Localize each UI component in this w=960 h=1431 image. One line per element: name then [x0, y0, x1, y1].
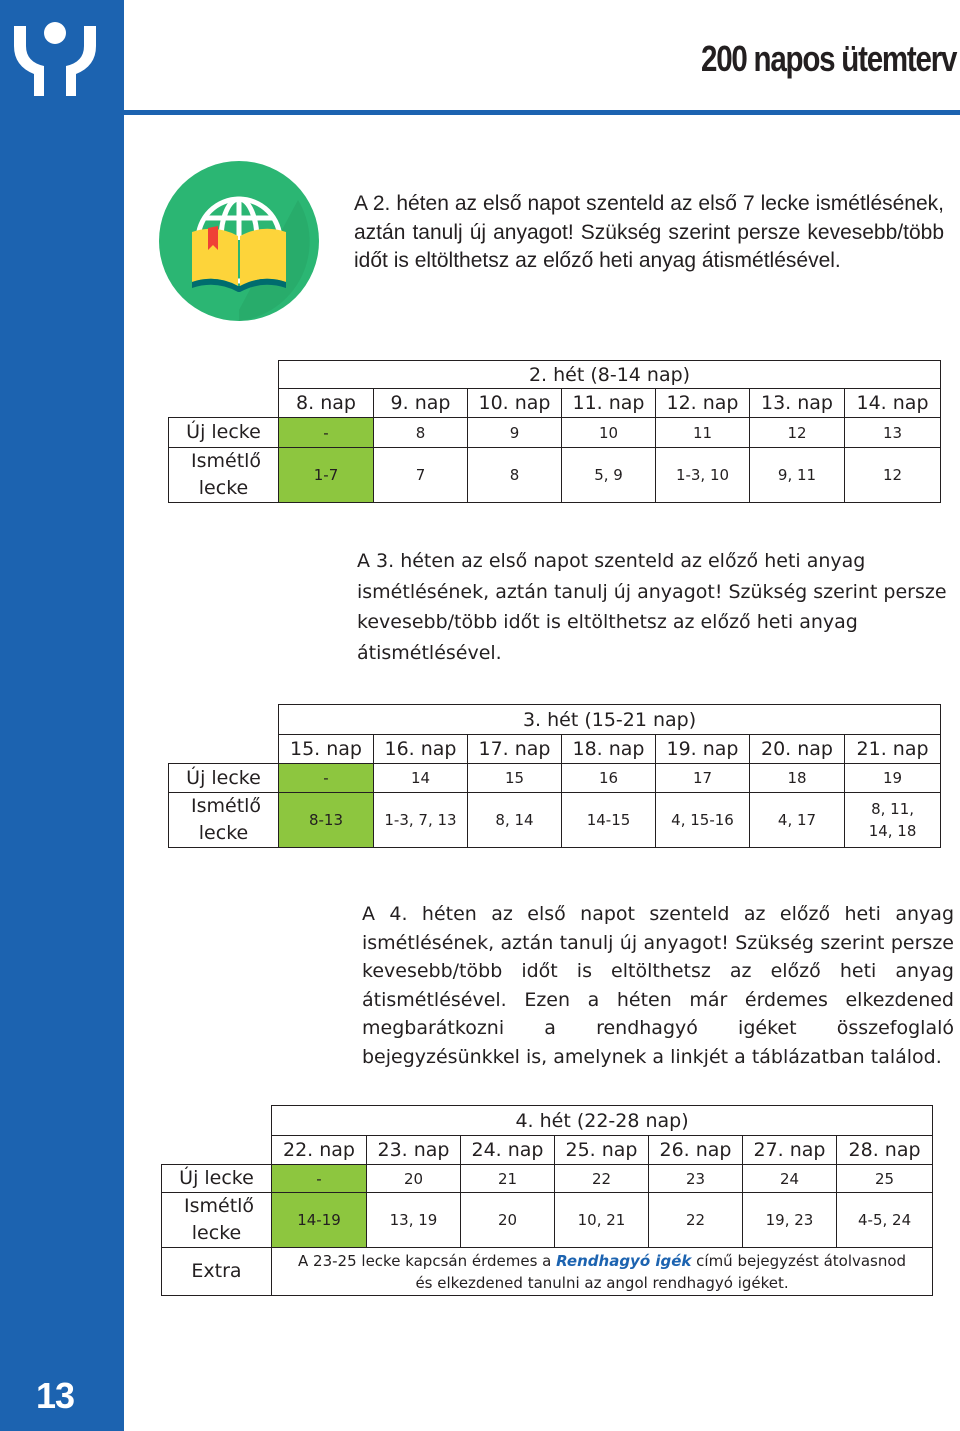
row-label-review: Ismétlő lecke	[169, 448, 279, 503]
review-lesson-cell: 22	[649, 1193, 743, 1248]
header	[124, 0, 960, 112]
week4-intro: A 4. héten az első napot szenteld az előző heti anyag ismétlésének, aztán tanulj új anyagot! Szükség szerint persze kevesebb/több időt is eltölthetsz az előző heti anyag átismétlésével. Ezen a héten már érdemes elkezdened megbarátkozni a rendhagyó igéket összefoglaló bejegyzésünkkel is, amelynek a linkjét a táblázatban találod.	[362, 903, 954, 1068]
day-header: 14. nap	[845, 389, 941, 418]
new-lesson-cell: -	[279, 764, 374, 793]
day-header: 9. nap	[374, 389, 468, 418]
row-label-new: Új lecke	[162, 1165, 272, 1193]
day-header: 25. nap	[555, 1136, 649, 1165]
review-lesson-cell: 8-13	[279, 793, 374, 848]
day-header: 19. nap	[656, 735, 750, 764]
review-lesson-cell: 4-5, 24	[837, 1193, 933, 1248]
week-title: 4. hét (22-28 nap)	[272, 1106, 933, 1136]
review-lesson-cell: 13, 19	[367, 1193, 461, 1248]
rendhagyo-igek-link[interactable]: Rendhagyó igék	[556, 1251, 692, 1270]
new-lesson-cell: 25	[837, 1165, 933, 1193]
day-header: 21. nap	[845, 735, 941, 764]
table-corner	[162, 1136, 272, 1165]
review-lesson-cell: 8	[468, 448, 562, 503]
new-lesson-cell: 8	[374, 418, 468, 448]
day-header: 17. nap	[468, 735, 562, 764]
row-label-review: Ismétlő lecke	[162, 1193, 272, 1248]
page-number: 13	[35, 1375, 75, 1416]
new-lesson-cell: 10	[562, 418, 656, 448]
review-lesson-cell: 12	[845, 448, 941, 503]
new-lesson-cell: -	[272, 1165, 367, 1193]
row-label-new: Új lecke	[169, 764, 279, 793]
table-corner	[169, 735, 279, 764]
new-lesson-cell: -	[279, 418, 374, 448]
new-lesson-cell: 14	[374, 764, 468, 793]
review-lesson-cell: 14-15	[562, 793, 656, 848]
day-header: 11. nap	[562, 389, 656, 418]
week3-table	[168, 704, 941, 848]
review-lesson-cell: 5, 9	[562, 448, 656, 503]
review-lesson-cell: 20	[461, 1193, 555, 1248]
day-header: 26. nap	[649, 1136, 743, 1165]
logo-icon	[10, 18, 100, 98]
review-lesson-cell: 1-3, 7, 13	[374, 793, 468, 848]
day-header: 10. nap	[468, 389, 562, 418]
day-header: 24. nap	[461, 1136, 555, 1165]
review-lesson-cell: 1-7	[279, 448, 374, 503]
review-lesson-cell: 14-19	[272, 1193, 367, 1248]
day-header: 8. nap	[279, 389, 374, 418]
review-lesson-cell: 8, 14	[468, 793, 562, 848]
page-title: 200 napos ütemterv	[700, 38, 956, 79]
review-lesson-cell: 19, 23	[743, 1193, 837, 1248]
header-rule	[124, 110, 960, 115]
new-lesson-cell: 9	[468, 418, 562, 448]
review-lesson-cell: 9, 11	[750, 448, 845, 503]
extra-text-after: című bejegyzést átolvasnod és elkezdened tanulni az angol rendhagyó igéket.	[415, 1251, 907, 1292]
day-header: 28. nap	[837, 1136, 933, 1165]
row-label-extra: Extra	[162, 1248, 272, 1296]
review-lesson-cell: 8, 11, 14, 18	[845, 793, 941, 848]
new-lesson-cell: 18	[750, 764, 845, 793]
table-corner	[162, 1106, 272, 1136]
table-corner	[169, 705, 279, 735]
day-header: 12. nap	[656, 389, 750, 418]
review-lesson-cell: 4, 17	[750, 793, 845, 848]
new-lesson-cell: 19	[845, 764, 941, 793]
week2-intro: A 2. héten az első napot szenteld az első 7 lecke ismétlésének, aztán tanulj új anyagot! Szükség szerint persze kevesebb/több időt is eltölthetsz az előző heti anyag átismétlésével.	[354, 192, 944, 272]
extra-text-before: A 23-25 lecke kapcsán érdemes a	[298, 1251, 557, 1270]
new-lesson-cell: 22	[555, 1165, 649, 1193]
new-lesson-cell: 24	[743, 1165, 837, 1193]
day-header: 18. nap	[562, 735, 656, 764]
table-corner	[169, 389, 279, 418]
day-header: 13. nap	[750, 389, 845, 418]
day-header: 23. nap	[367, 1136, 461, 1165]
new-lesson-cell: 17	[656, 764, 750, 793]
week4-table	[161, 1105, 933, 1296]
new-lesson-cell: 12	[750, 418, 845, 448]
review-lesson-cell: 7	[374, 448, 468, 503]
review-lesson-cell: 10, 21	[555, 1193, 649, 1248]
new-lesson-cell: 13	[845, 418, 941, 448]
new-lesson-cell: 21	[461, 1165, 555, 1193]
review-lesson-cell: 4, 15-16	[656, 793, 750, 848]
new-lesson-cell: 11	[656, 418, 750, 448]
day-header: 27. nap	[743, 1136, 837, 1165]
week2-table	[168, 360, 941, 503]
new-lesson-cell: 16	[562, 764, 656, 793]
day-header: 16. nap	[374, 735, 468, 764]
row-label-new: Új lecke	[169, 418, 279, 448]
day-header: 22. nap	[272, 1136, 367, 1165]
week3-intro: A 3. héten az első napot szenteld az előző heti anyag ismétlésének, aztán tanulj új anyagot! Szükség szerint persze kevesebb/több időt is eltölthetsz az előző heti anyag átismétlésével.	[357, 550, 947, 664]
sidebar	[0, 0, 124, 1431]
new-lesson-cell: 23	[649, 1165, 743, 1193]
review-lesson-cell: 1-3, 10	[656, 448, 750, 503]
day-header: 20. nap	[750, 735, 845, 764]
globe-book-icon	[158, 160, 320, 322]
row-label-review: Ismétlő lecke	[169, 793, 279, 848]
new-lesson-cell: 15	[468, 764, 562, 793]
week-title: 3. hét (15-21 nap)	[279, 705, 941, 735]
extra-note	[272, 1248, 933, 1296]
table-corner	[169, 361, 279, 389]
week-title: 2. hét (8-14 nap)	[279, 361, 941, 389]
new-lesson-cell: 20	[367, 1165, 461, 1193]
day-header: 15. nap	[279, 735, 374, 764]
